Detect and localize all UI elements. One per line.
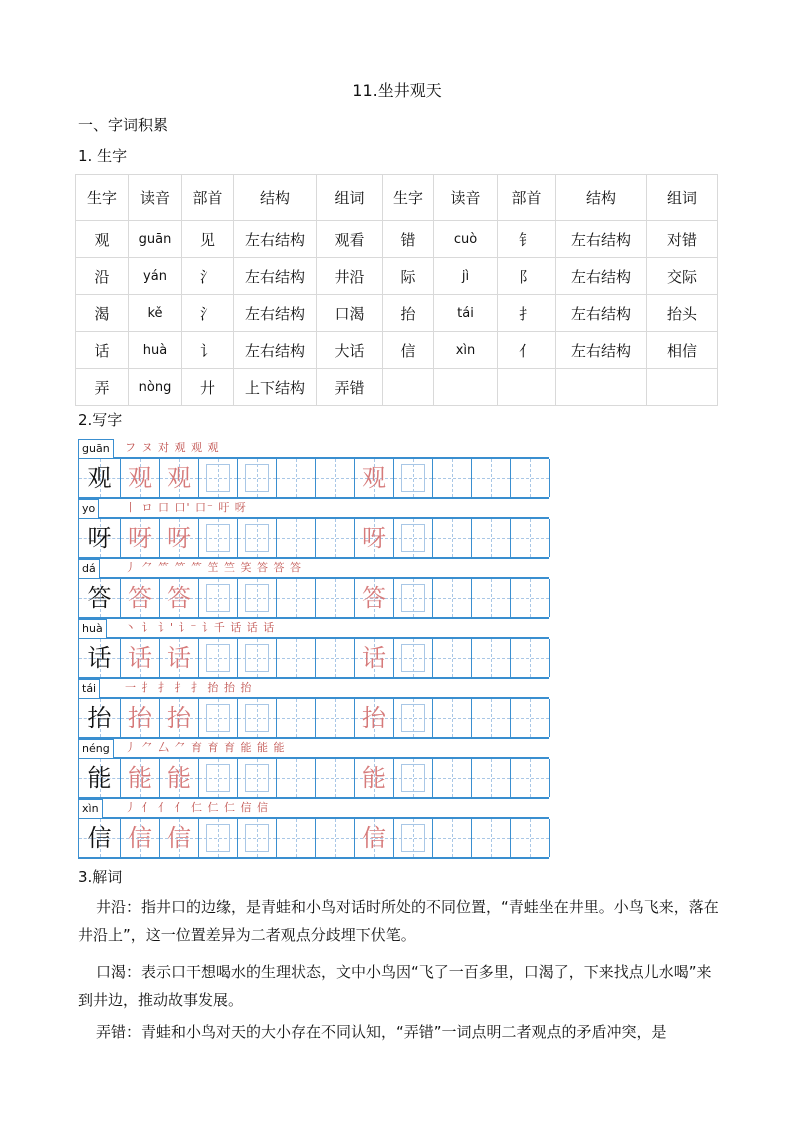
practice-cell (433, 579, 472, 617)
practice-cell (79, 699, 121, 737)
pinyin-label: néng (79, 739, 114, 759)
table-cell: 话 (76, 332, 129, 369)
practice-row (78, 697, 549, 739)
practice-row (78, 457, 549, 499)
table-header-cell: 读音 (129, 175, 182, 221)
table-row (76, 295, 718, 332)
table-row (76, 369, 718, 406)
writing-block (78, 499, 549, 559)
table-cell: 观看 (317, 221, 383, 258)
practice-cell (160, 759, 199, 797)
table-header-cell: 部首 (182, 175, 234, 221)
trace-character: 抬 (362, 704, 386, 732)
pinyin-row (78, 559, 549, 577)
practice-cell (355, 759, 394, 797)
practice-cell (511, 519, 550, 557)
table-header-cell: 结构 (556, 175, 647, 221)
pinyin-label: guān (79, 439, 114, 459)
pinyin-label: tái (79, 679, 100, 699)
practice-cell (355, 519, 394, 557)
trace-character: 信 (362, 824, 386, 852)
trace-character: 话 (167, 644, 191, 672)
writing-block (78, 559, 549, 619)
table-cell: xìn (434, 332, 498, 369)
practice-cell (472, 519, 511, 557)
stroke-order: 丿 ⺈ ⺮ ⺮ ⺮ 笁 竺 笑 答 答 答 (125, 561, 302, 574)
trace-character: 答 (362, 584, 386, 612)
table-header-cell: 组词 (647, 175, 718, 221)
table-header-cell: 读音 (434, 175, 498, 221)
writing-block (78, 679, 549, 739)
practice-cell (394, 639, 433, 677)
writing-block (78, 619, 549, 679)
practice-cell (511, 459, 550, 497)
trace-character: 能 (362, 764, 386, 792)
writing-block (78, 799, 549, 859)
table-row (76, 332, 718, 369)
pinyin-label: xìn (79, 799, 103, 819)
practice-cell (433, 459, 472, 497)
practice-cell (511, 699, 550, 737)
practice-row (78, 757, 549, 799)
practice-row (78, 577, 549, 619)
practice-cell (316, 639, 355, 677)
table-header-cell: 生字 (76, 175, 129, 221)
practice-cell (121, 819, 160, 857)
table-cell: kě (129, 295, 182, 332)
trace-character: 信 (167, 824, 191, 852)
table-row (76, 221, 718, 258)
practice-cell (394, 459, 433, 497)
pinyin-row (78, 499, 549, 517)
page-title: 11.坐井观天 (352, 81, 442, 100)
table-cell: 上下结构 (234, 369, 317, 406)
practice-cell (355, 699, 394, 737)
practice-cell (79, 759, 121, 797)
practice-cell (238, 699, 277, 737)
pinyin-label: yo (79, 499, 99, 519)
trace-character: 呀 (362, 524, 386, 552)
practice-cell (199, 699, 238, 737)
trace-character: 信 (128, 824, 152, 852)
table-cell: 扌 (498, 295, 556, 332)
table-cell: 左右结构 (556, 295, 647, 332)
practice-cell (199, 519, 238, 557)
table-cell (383, 369, 434, 406)
table-cell: nòng (129, 369, 182, 406)
practice-cell (394, 699, 433, 737)
vocab-paragraph-nongcuo: 弄错：青蛙和小鸟对天的大小存在不同认知，“弄错”一词点明二者观点的矛盾冲突，是 (96, 1023, 667, 1041)
practice-cell (160, 459, 199, 497)
table-cell: 左右结构 (234, 332, 317, 369)
practice-row (78, 517, 549, 559)
practice-cell (316, 819, 355, 857)
table-header-cell: 部首 (498, 175, 556, 221)
practice-cell (472, 579, 511, 617)
practice-cell (277, 519, 316, 557)
practice-cell (121, 699, 160, 737)
trace-character: 观 (128, 464, 152, 492)
vocab-paragraph-jingyan: 井沿：指井口的边缘，是青蛙和小鸟对话时所处的不同位置，“青蛙坐在井里。小鸟飞来，落在井沿上”，这一位置差异为二者观点分歧埋下伏笔。 (78, 898, 719, 944)
pinyin-row (78, 679, 549, 697)
trace-character: 答 (128, 584, 152, 612)
subsection-heading-characters: 1. 生字 (78, 147, 128, 165)
table-cell: 际 (383, 258, 434, 295)
practice-row (78, 817, 549, 859)
trace-character: 观 (167, 464, 191, 492)
practice-row (78, 637, 549, 679)
practice-cell (79, 639, 121, 677)
practice-cell (238, 639, 277, 677)
practice-cell (121, 579, 160, 617)
practice-cell (316, 579, 355, 617)
practice-cell (511, 579, 550, 617)
practice-cell (394, 519, 433, 557)
table-cell (556, 369, 647, 406)
practice-cell (433, 639, 472, 677)
practice-cell (238, 819, 277, 857)
table-cell: 渴 (76, 295, 129, 332)
table-cell: 钅 (498, 221, 556, 258)
model-character: 抬 (87, 704, 112, 732)
model-character: 观 (87, 464, 112, 492)
practice-cell (160, 579, 199, 617)
table-cell: 交际 (647, 258, 718, 295)
table-cell: 观 (76, 221, 129, 258)
table-cell: 左右结构 (556, 221, 647, 258)
practice-cell (160, 519, 199, 557)
practice-cell (121, 519, 160, 557)
practice-cell (511, 639, 550, 677)
practice-cell (316, 459, 355, 497)
practice-cell (277, 639, 316, 677)
trace-character: 呀 (128, 524, 152, 552)
practice-cell (160, 819, 199, 857)
practice-cell (238, 759, 277, 797)
practice-cell (277, 699, 316, 737)
vocab-paragraph-kouke: 口渴：表示口干想喝水的生理状态，文中小鸟因“飞了一百多里，口渴了，下来找点儿水喝”来到井边，推动故事发展。 (78, 963, 712, 1009)
practice-cell (433, 819, 472, 857)
table-row (76, 258, 718, 295)
subsection-heading-writing: 2.写字 (78, 411, 123, 429)
table-cell: 左右结构 (556, 258, 647, 295)
pinyin-row (78, 439, 549, 457)
stroke-order: 丿 亻 亻 亻 仁 仁 仁 信 信 (125, 801, 269, 814)
table-cell: guān (129, 221, 182, 258)
pinyin-label: huà (79, 619, 107, 639)
table-cell: 口渴 (317, 295, 383, 332)
practice-cell (355, 639, 394, 677)
practice-cell (433, 699, 472, 737)
table-cell: 相信 (647, 332, 718, 369)
practice-cell (355, 459, 394, 497)
table-cell: tái (434, 295, 498, 332)
practice-cell (394, 579, 433, 617)
model-character: 信 (87, 824, 112, 852)
trace-character: 能 (167, 764, 191, 792)
stroke-order: 丶 讠 讠' 讠⁻ 讠千 话 话 话 (125, 621, 276, 634)
practice-cell (238, 579, 277, 617)
model-character: 呀 (87, 524, 112, 552)
table-cell (434, 369, 498, 406)
pinyin-row (78, 799, 549, 817)
table-cell: 阝 (498, 258, 556, 295)
practice-cell (199, 759, 238, 797)
table-cell: 抬头 (647, 295, 718, 332)
practice-cell (511, 819, 550, 857)
table-cell: 氵 (182, 295, 234, 332)
practice-cell (316, 699, 355, 737)
practice-cell (238, 519, 277, 557)
writing-block (78, 739, 549, 799)
pinyin-label: dá (79, 559, 100, 579)
table-cell: 廾 (182, 369, 234, 406)
practice-cell (316, 519, 355, 557)
writing-grid (78, 439, 549, 859)
table-cell: 信 (383, 332, 434, 369)
practice-cell (79, 519, 121, 557)
table-cell: 弄错 (317, 369, 383, 406)
practice-cell (160, 639, 199, 677)
table-cell: 见 (182, 221, 234, 258)
table-cell (647, 369, 718, 406)
practice-cell (472, 639, 511, 677)
stroke-order: フ ヌ 对 观 观 观 (125, 441, 220, 454)
writing-block (78, 439, 549, 499)
practice-cell (472, 759, 511, 797)
table-header-row (76, 175, 718, 221)
trace-character: 抬 (128, 704, 152, 732)
trace-character: 能 (128, 764, 152, 792)
practice-cell (472, 699, 511, 737)
practice-cell (316, 759, 355, 797)
practice-cell (121, 759, 160, 797)
trace-character: 话 (362, 644, 386, 672)
practice-cell (121, 459, 160, 497)
pinyin-row (78, 739, 549, 757)
table-cell: yán (129, 258, 182, 295)
table-cell: huà (129, 332, 182, 369)
practice-cell (199, 579, 238, 617)
table-cell: 讠 (182, 332, 234, 369)
table-header-cell: 结构 (234, 175, 317, 221)
table-cell: 亻 (498, 332, 556, 369)
trace-character: 话 (128, 644, 152, 672)
table-cell: 对错 (647, 221, 718, 258)
practice-cell (355, 579, 394, 617)
table-cell: 大话 (317, 332, 383, 369)
practice-cell (472, 459, 511, 497)
practice-cell (79, 579, 121, 617)
table-cell: 井沿 (317, 258, 383, 295)
model-character: 话 (87, 644, 112, 672)
table-cell: 弄 (76, 369, 129, 406)
table-cell: jì (434, 258, 498, 295)
table-cell: cuò (434, 221, 498, 258)
practice-cell (511, 759, 550, 797)
table-cell (498, 369, 556, 406)
practice-cell (238, 459, 277, 497)
practice-cell (160, 699, 199, 737)
practice-cell (199, 639, 238, 677)
table-cell: 左右结构 (556, 332, 647, 369)
practice-cell (79, 819, 121, 857)
character-table (75, 174, 718, 406)
stroke-order: 一 扌 扌 扌 扌 抬 抬 抬 (125, 681, 253, 694)
pinyin-row (78, 619, 549, 637)
table-cell: 左右结构 (234, 258, 317, 295)
practice-cell (394, 819, 433, 857)
model-character: 能 (87, 764, 112, 792)
practice-cell (79, 459, 121, 497)
practice-cell (199, 819, 238, 857)
section-heading: 一、字词积累 (78, 116, 169, 134)
trace-character: 呀 (167, 524, 191, 552)
practice-cell (121, 639, 160, 677)
trace-character: 答 (167, 584, 191, 612)
practice-cell (277, 579, 316, 617)
table-cell: 抬 (383, 295, 434, 332)
table-cell: 沿 (76, 258, 129, 295)
practice-cell (433, 519, 472, 557)
model-character: 答 (87, 584, 112, 612)
stroke-order: 丨 ロ 口 口' 口⁻ 吁 呀 (125, 501, 247, 514)
table-cell: 左右结构 (234, 295, 317, 332)
practice-cell (394, 759, 433, 797)
table-header-cell: 组词 (317, 175, 383, 221)
practice-cell (277, 459, 316, 497)
table-cell: 氵 (182, 258, 234, 295)
practice-cell (472, 819, 511, 857)
table-header-cell: 生字 (383, 175, 434, 221)
practice-cell (277, 819, 316, 857)
trace-character: 观 (362, 464, 386, 492)
practice-cell (433, 759, 472, 797)
subsection-heading-vocab: 3.解词 (78, 868, 123, 886)
stroke-order: 丿 ⺈ 厶 ⺈ 育 育 育 能 能 能 (125, 741, 286, 754)
practice-cell (277, 759, 316, 797)
practice-cell (355, 819, 394, 857)
table-cell: 左右结构 (234, 221, 317, 258)
table-cell: 错 (383, 221, 434, 258)
trace-character: 抬 (167, 704, 191, 732)
practice-cell (199, 459, 238, 497)
